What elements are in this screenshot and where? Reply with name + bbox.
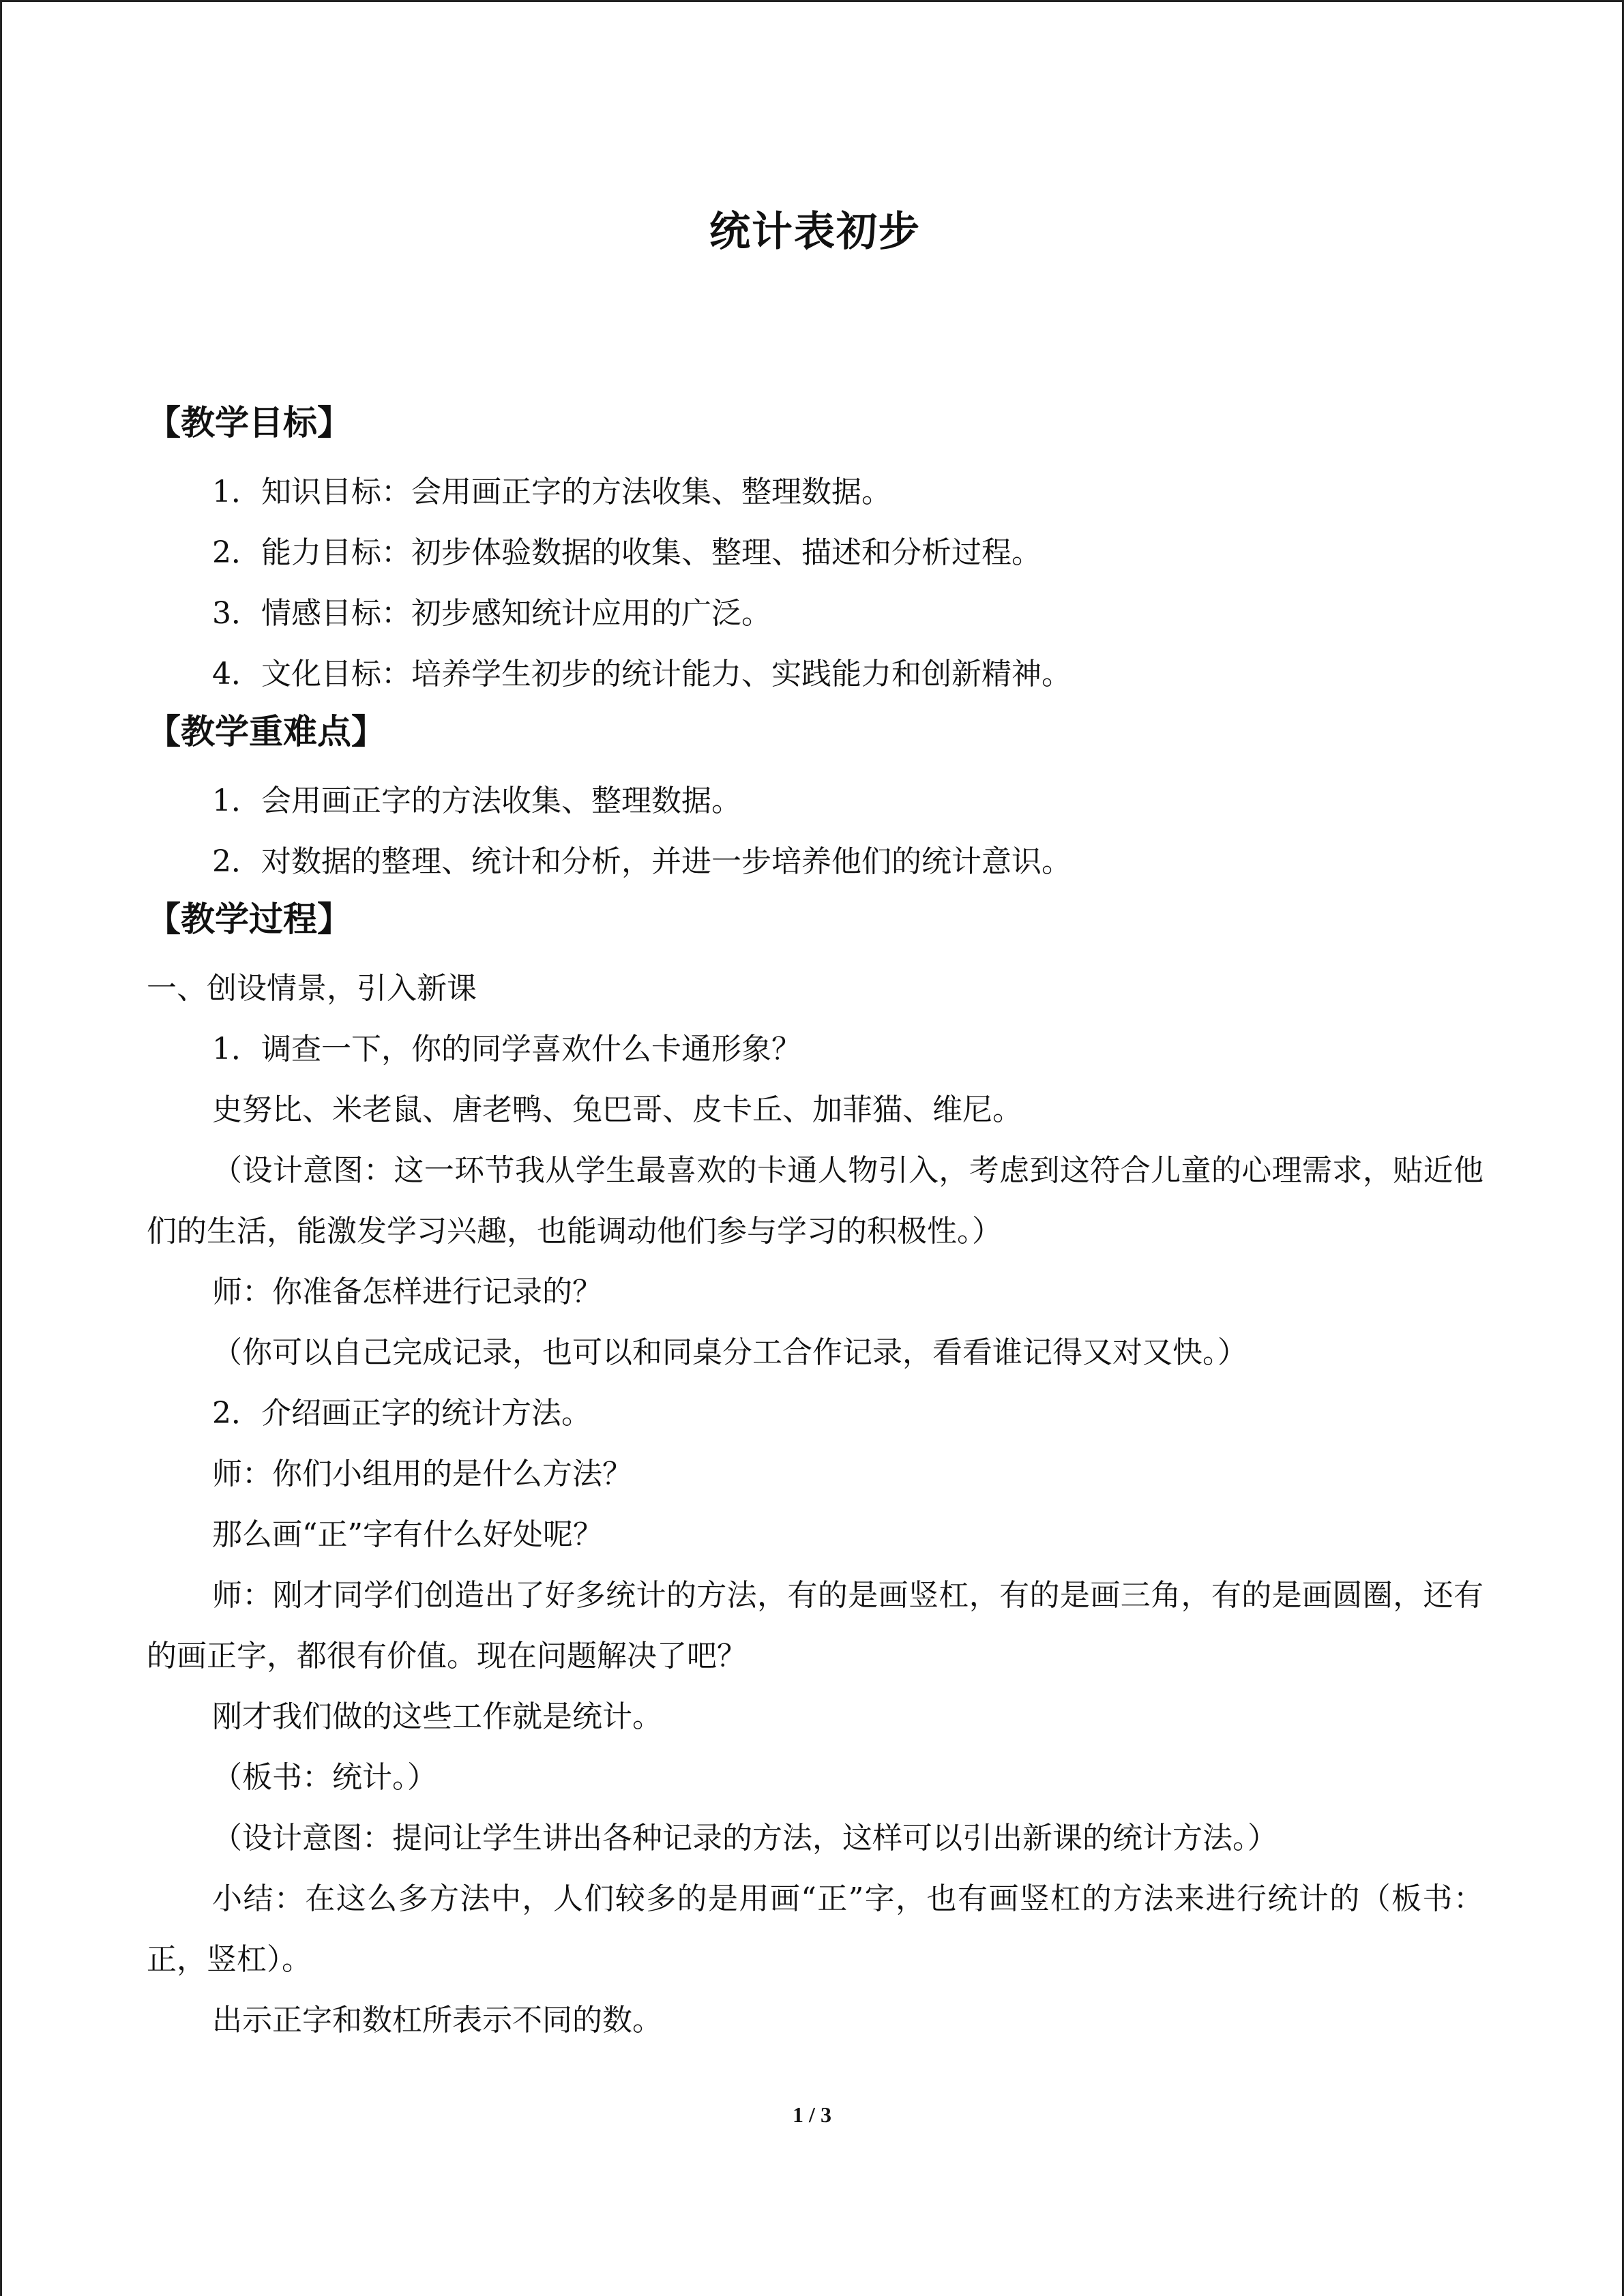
- section-heading-process: 【教学过程】: [147, 899, 351, 939]
- process-line: （设计意图：提问让学生讲出各种记录的方法，这样可以引出新课的统计方法。）: [212, 1821, 1278, 1855]
- process-line: 那么画“正”字有什么好处呢？: [212, 1517, 603, 1552]
- goal-item: 1．知识目标：会用画正字的方法收集、整理数据。: [212, 475, 891, 509]
- process-line: 师：你们小组用的是什么方法？: [212, 1457, 632, 1491]
- process-line: （板书：统计。）: [212, 1760, 437, 1795]
- goal-item: 3．情感目标：初步感知统计应用的广泛。: [212, 596, 771, 631]
- process-line: 刚才我们做的这些工作就是统计。: [212, 1699, 662, 1734]
- process-line: 出示正字和数杠所表示不同的数。: [212, 2003, 662, 2038]
- process-paragraph: 小结：在这么多方法中，人们较多的是用画“正”字，也有画竖杠的方法来进行统计的（板书：正，竖杠）。: [147, 1881, 1483, 1977]
- section-heading-key-points: 【教学重难点】: [147, 711, 385, 751]
- process-line: （你可以自己完成记录，也可以和同桌分工合作记录，看看谁记得又对又快。）: [212, 1335, 1247, 1370]
- process-line: 2．介绍画正字的统计方法。: [212, 1396, 591, 1431]
- goal-item: 2．能力目标：初步体验数据的收集、整理、描述和分析过程。: [212, 535, 1042, 570]
- spacer: [147, 266, 1483, 396]
- goal-item: 4．文化目标：培养学生初步的统计能力、实践能力和创新精神。: [212, 657, 1072, 691]
- key-point-item: 2．对数据的整理、统计和分析，并进一步培养他们的统计意识。: [212, 844, 1072, 879]
- process-line: 史努比、米老鼠、唐老鸭、兔巴哥、皮卡丘、加菲猫、维尼。: [212, 1092, 1022, 1127]
- process-line: 1．调查一下，你的同学喜欢什么卡通形象？: [212, 1032, 801, 1067]
- process-paragraph: （设计意图：这一环节我从学生最喜欢的卡通人物引入，考虑到这符合儿童的心理需求，贴近他们的生活，能激发学习兴趣，也能调动他们参与学习的积极性。）: [147, 1153, 1483, 1249]
- page-number: 1 / 3: [793, 2102, 831, 2127]
- document-body: [147, 198, 1483, 2051]
- key-point-item: 1．会用画正字的方法收集、整理数据。: [212, 784, 741, 818]
- section-heading-goals: 【教学目标】: [147, 402, 351, 443]
- process-line: 师：你准备怎样进行记录的？: [212, 1274, 602, 1309]
- document-title: 统计表初步: [709, 208, 921, 256]
- process-part-title: 一、创设情景，引入新课: [147, 971, 477, 1006]
- process-paragraph: 师：刚才同学们创造出了好多统计的方法，有的是画竖杠，有的是画三角，有的是画圆圈，还有的画正字，都很有价值。现在问题解决了吧？: [147, 1578, 1483, 1673]
